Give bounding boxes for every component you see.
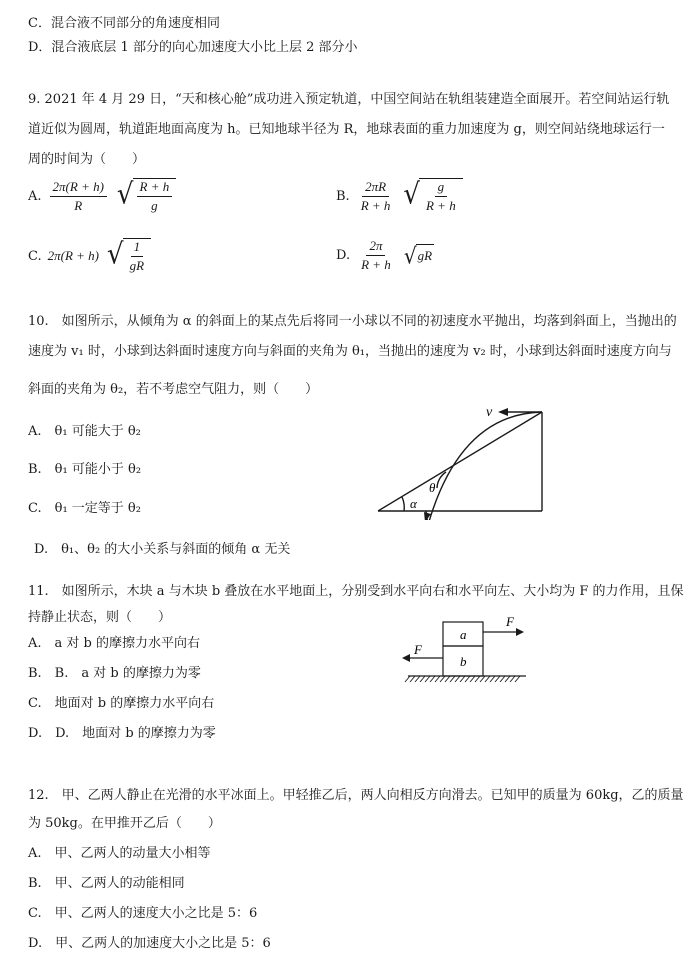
q10-stem-line2: 速度为 v₁ 时，小球到达斜面时速度方向与斜面的夹角为 θ₁，当抛出的速度为 v₂ 时，小球到达斜面时速度方向与 (28, 344, 672, 359)
q12-option-d: D. 甲、乙两人的加速度大小之比是 5：6 (28, 936, 271, 951)
q10-stem-line1: 10. 如图所示，从倾角为 α 的斜面上的某点先后将同一小球以不同的初速度水平抛出，均落到斜面上，当抛出的 (28, 314, 677, 329)
force-right-arrowhead (516, 628, 524, 636)
alpha-arc (402, 497, 404, 511)
option-label: B. (336, 188, 350, 204)
q9-option-b (336, 178, 463, 214)
q11-stem-line2: 持静止状态，则（ ） (28, 610, 172, 625)
denominator: R + h (361, 257, 391, 272)
hatch-stroke (500, 676, 505, 682)
sqrt: √ gR (403, 242, 433, 269)
hatch-stroke (435, 676, 440, 682)
hatch-stroke (405, 676, 410, 682)
label-f-top: F (506, 614, 514, 629)
hatch-stroke (515, 676, 520, 682)
trajectory-curve (428, 412, 542, 520)
prefix: 2π(R + h) (47, 248, 100, 263)
root-numerator: R + h (137, 179, 173, 197)
hatch-stroke (410, 676, 415, 682)
option-label: A. (28, 188, 42, 204)
hatch-stroke (485, 676, 490, 682)
root-denominator: gR (129, 258, 145, 273)
hatch-stroke (430, 676, 435, 682)
numerator: 2π(R + h) (50, 179, 107, 197)
q9-option-c (28, 238, 151, 274)
label-b: b (460, 654, 467, 669)
hatch-stroke (470, 676, 475, 682)
hatch-stroke (415, 676, 420, 682)
label-theta: θ (429, 480, 436, 495)
root-content: gR (416, 244, 434, 268)
q12-stem-line2: 为 50kg。在甲推开乙后（ ） (28, 816, 221, 831)
fraction (358, 238, 394, 273)
option-label: D. (336, 248, 351, 263)
q10-option-b: B. θ₁ 可能小于 θ₂ (28, 462, 142, 477)
q9-stem-line1: 9. 2021 年 4 月 29 日，“天和核心舱”成功进入预定轨道，中国空间站在轨组装建造全面展开。若空间站运行轨 (28, 92, 670, 107)
q9-option-d (336, 238, 434, 273)
root-denominator: g (151, 198, 158, 213)
label-f-bottom: F (414, 642, 422, 657)
q11-option-a: A. a 对 b 的摩擦力水平向右 (28, 636, 200, 651)
fraction (50, 179, 107, 214)
ground-hatching (405, 676, 520, 682)
q10-option-c: C. θ₁ 一定等于 θ₂ (28, 501, 141, 516)
sqrt: √ $\frac{g}{R + h}$ (403, 178, 462, 214)
q11-stem-line1: 11. 如图所示，木块 a 与木块 b 叠放在水平地面上，分别受到水平向右和水平向左、大小均为 F 的力作用，且保 (28, 584, 684, 599)
q12-option-b: B. 甲、乙两人的动能相同 (28, 876, 185, 891)
root-numerator: g (435, 179, 448, 197)
hatch-stroke (445, 676, 450, 682)
q8-option-d: D．混合液底层 1 部分的向心加速度大小比上层 2 部分小 (28, 40, 358, 55)
hatch-stroke (480, 676, 485, 682)
hatch-stroke (510, 676, 515, 682)
q11-option-c: C. 地面对 b 的摩擦力水平向右 (28, 696, 215, 711)
q10-option-d: D. θ₁、θ₂ 的大小关系与斜面的倾角 α 无关 (34, 542, 291, 557)
q10-stem-line3: 斜面的夹角为 θ₂，若不考虑空气阻力，则（ ） (28, 382, 319, 397)
hatch-stroke (475, 676, 480, 682)
q12-option-a: A. 甲、乙两人的动量大小相等 (28, 846, 211, 861)
label-alpha: α (410, 496, 417, 511)
q10-incline-figure (370, 400, 550, 520)
velocity-arrowhead (498, 408, 508, 416)
q9-stem-line2: 道近似为圆周，轨道距地面高度为 h。已知地球半径为 R，地球表面的重力加速度为 g，则空间站绕地球运行一 (28, 122, 665, 137)
hatch-stroke (420, 676, 425, 682)
label-v: v (486, 405, 493, 420)
hatch-stroke (465, 676, 470, 682)
hatch-stroke (460, 676, 465, 682)
hatch-stroke (490, 676, 495, 682)
hatch-stroke (440, 676, 445, 682)
hatch-stroke (425, 676, 430, 682)
label-a: a (460, 627, 467, 642)
root-numerator: 1 (131, 239, 144, 257)
incline-line (378, 412, 542, 511)
q12-stem-line1: 12. 甲、乙两人静止在光滑的水平冰面上。甲轻推乙后，两人向相反方向滑去。已知甲的质量为 60kg，乙的质量 (28, 788, 684, 803)
denominator: R + h (360, 197, 391, 213)
root-denominator: R + h (425, 198, 456, 213)
q10-option-a: A. θ₁ 可能大于 θ₂ (28, 424, 141, 439)
q9-option-a (28, 178, 176, 214)
hatch-stroke (495, 676, 500, 682)
hatch-stroke (505, 676, 510, 682)
q12-option-c: C. 甲、乙两人的速度大小之比是 5：6 (28, 906, 258, 921)
q11-blocks-figure (396, 610, 536, 690)
q11-option-d: D. D. 地面对 b 的摩擦力为零 (28, 726, 216, 741)
numerator: 2πR (362, 179, 389, 197)
sqrt: √ $\frac{1}{gR}$ (107, 238, 151, 274)
sqrt: √ $\frac{R + h}{g}$ (117, 178, 176, 214)
hatch-stroke (455, 676, 460, 682)
fraction (358, 179, 394, 214)
denominator: R (74, 197, 83, 213)
q8-option-c: C．混合液不同部分的角速度相同 (28, 16, 220, 31)
numerator: 2π (366, 238, 385, 256)
q11-option-b: B. B. a 对 b 的摩擦力为零 (28, 666, 201, 681)
option-label: C. (28, 248, 42, 264)
force-left-arrowhead (402, 654, 410, 662)
q9-stem-line3: 周的时间为（ ） (28, 152, 146, 167)
hatch-stroke (450, 676, 455, 682)
